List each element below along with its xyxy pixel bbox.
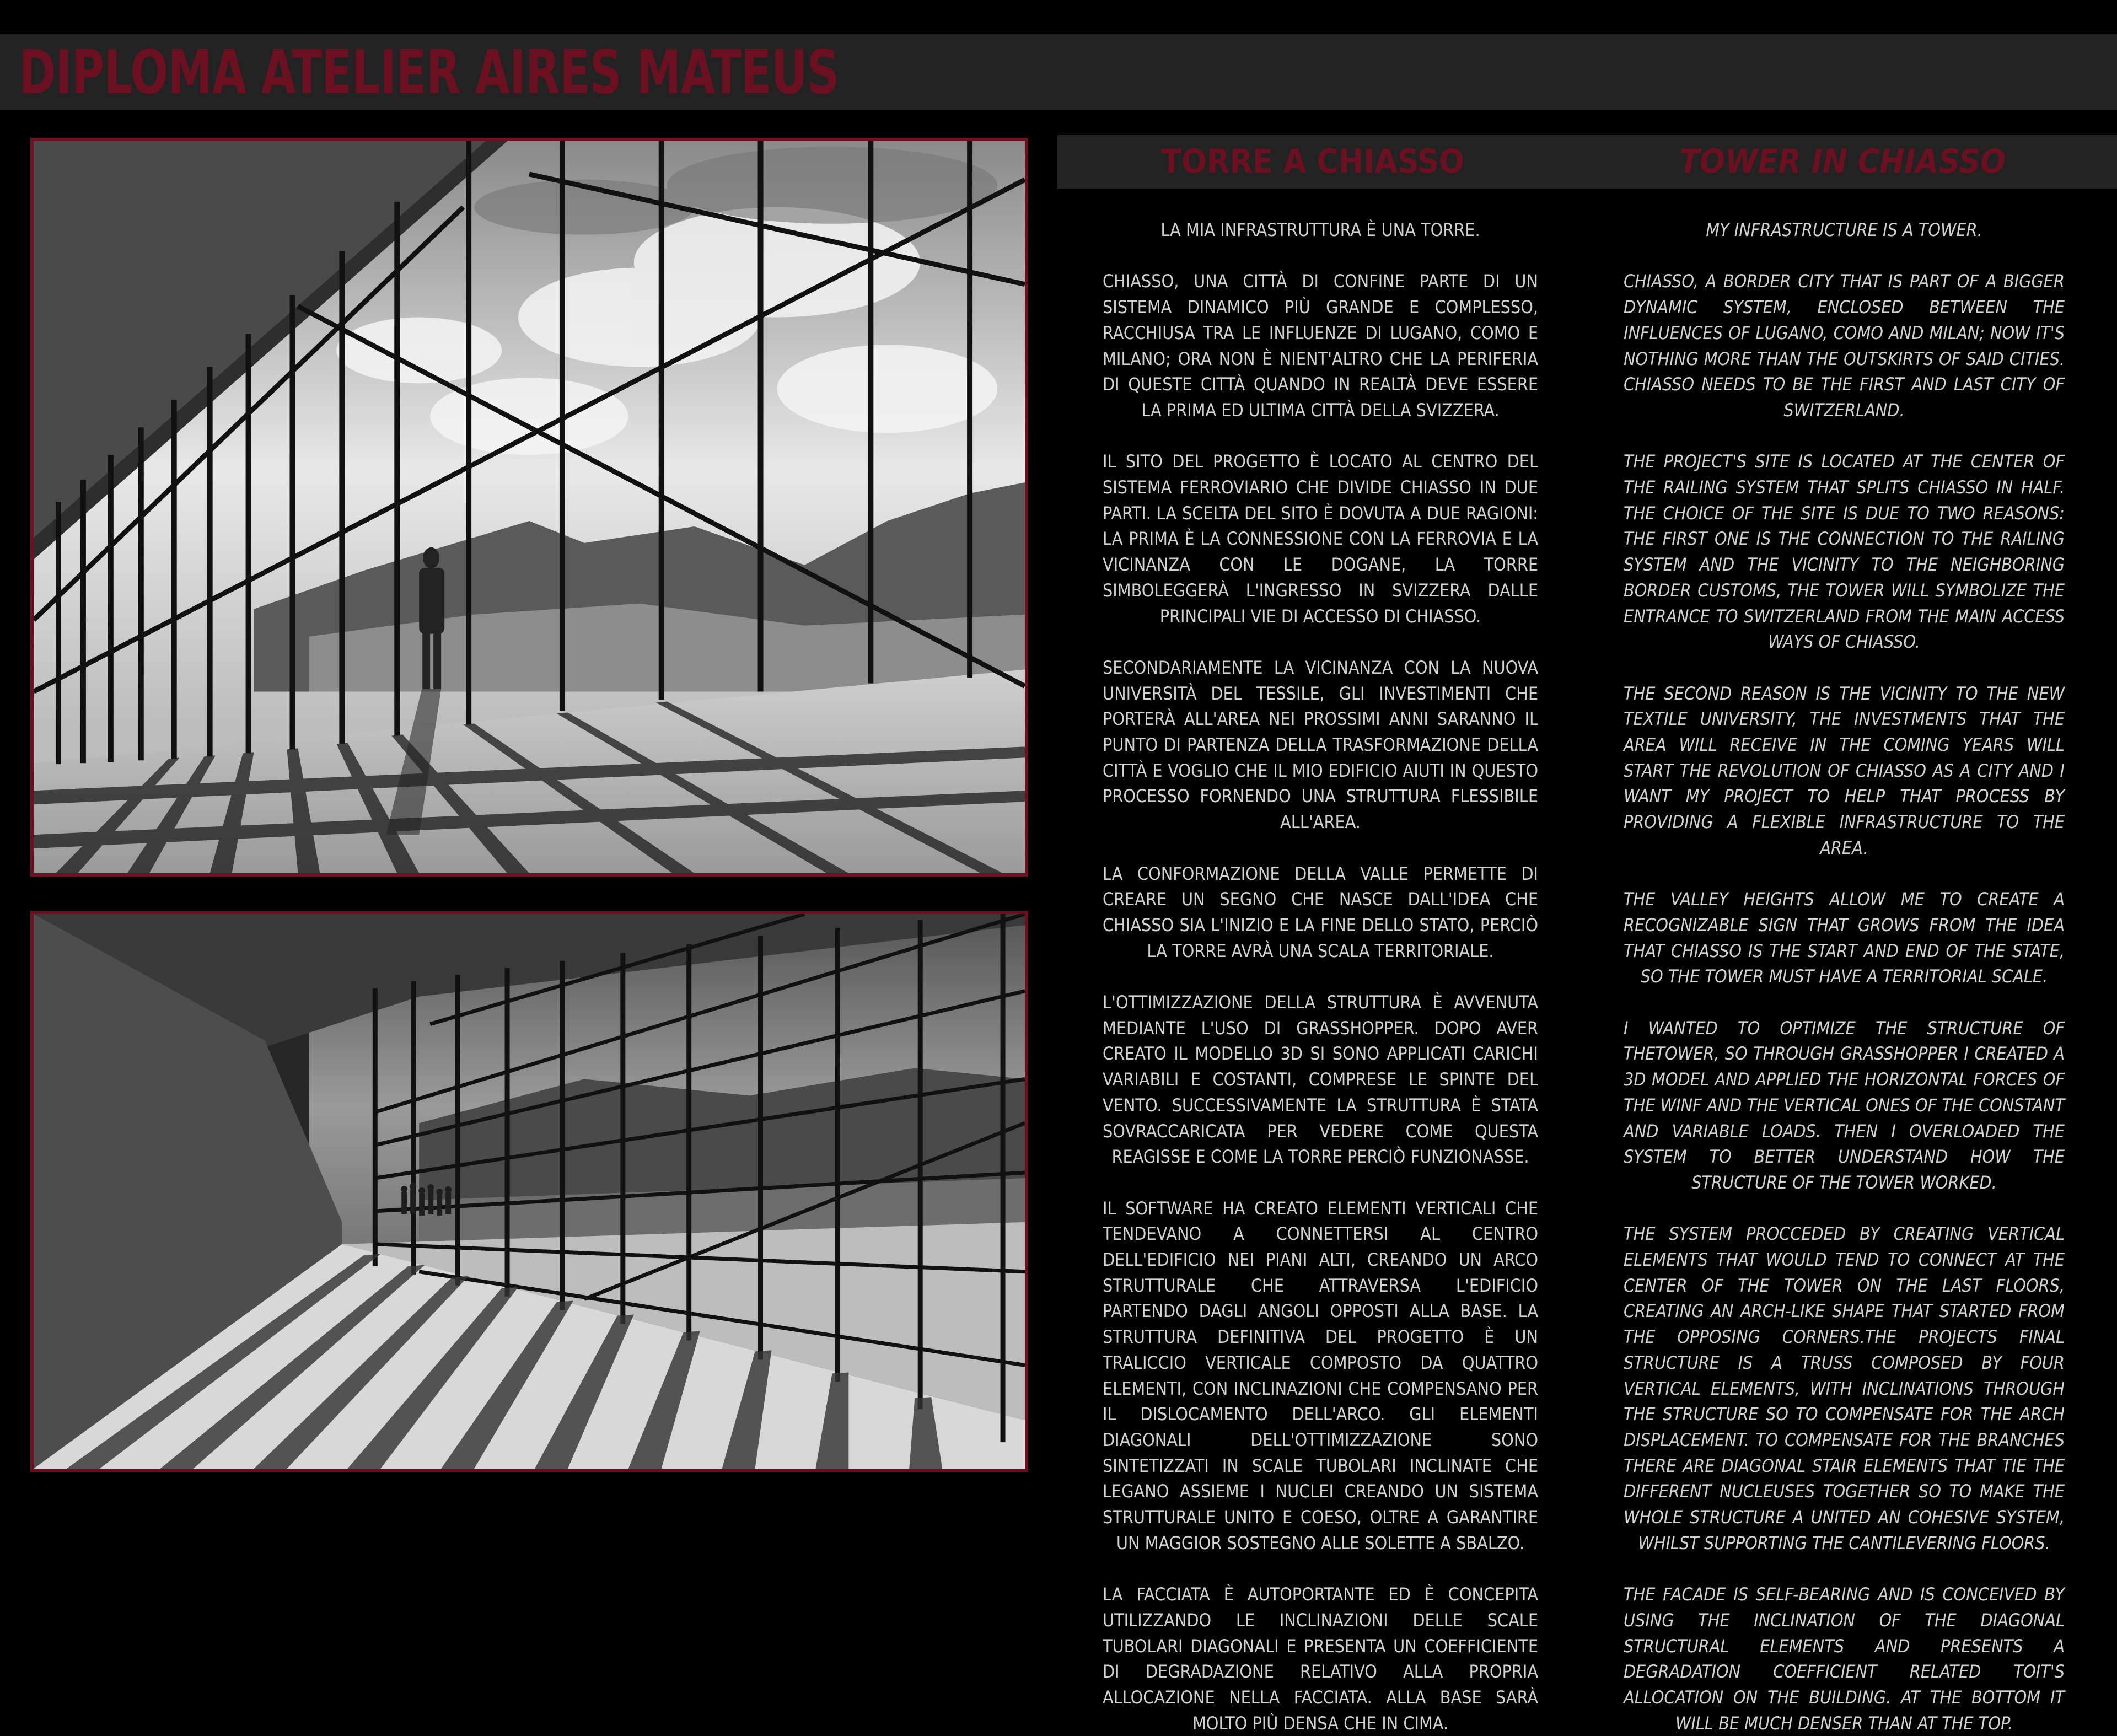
- english-paragraph: THE VALLEY HEIGHTS ALLOW ME TO CREATE A RECOGNIZABLE SIGN THAT GROWS FROM THE IDEA THAT CHIASSO IS THE START AND END OF THE STATE, SO THE TOWER MUST HAVE A TERRITORIAL SCALE.: [1624, 889, 2065, 987]
- english-paragraph: CHIASSO, A BORDER CITY THAT IS PART OF A BIGGER DYNAMIC SYSTEM, ENCLOSED BETWEEN THE INFLUENCES OF LUGANO, COMO AND MILAN; NOW IT'S NOTHING MORE THAN THE OUTSKIRTS OF SAID CITIES. CHIASSO NEEDS TO BE THE FIRST AND LAST CITY OF SWITZERLAND.: [1624, 271, 2065, 421]
- italian-paragraph: SECONDARIAMENTE LA VICINANZA CON LA NUOVA UNIVERSITÀ DEL TESSILE, GLI INVESTIMENTI CHE PORTERÀ ALL'AREA NEI PROSSIMI ANNI SARANNO IL PUNTO DI PARTENZA DELLA TRASFORMAZIONE DELLA CITTÀ E VOGLIO CHE IL MIO EDIFICIO AIUTI IN QUESTO PROCESSO FORNENDO UNA STRUTTURA FLESSIBILE ALL'AREA.: [1103, 657, 1538, 833]
- italian-paragraph: CHIASSO, UNA CITTÀ DI CONFINE PARTE DI UN SISTEMA DINAMICO PIÙ GRANDE E COMPLESSO, RACCHIUSA TRA LE INFLUENZE DI LUGANO, COMO E MILANO; ORA NON È NIENT'ALTRO CHE LA PERIFERIA DI QUESTE CITTÀ QUANDO IN REALTÀ DEVE ESSERE LA PRIMA ED ULTIMA CITTÀ DELLA SVIZZERA.: [1103, 271, 1538, 421]
- english-paragraph: THE SECOND REASON IS THE VICINITY TO THE NEW TEXTILE UNIVERSITY, THE INVESTMENTS THAT THE AREA WILL RECEIVE IN THE COMING YEARS WILL START THE REVOLUTION OF CHIASSO AS A CITY AND I WANT MY PROJECT TO HELP THAT PROCESS BY PROVIDING A FLEXIBLE INFRASTRUCTURE TO THE AREA.: [1624, 682, 2065, 858]
- english-paragraph: MY INFRASTRUCTURE IS A TOWER.: [1706, 219, 1982, 240]
- italian-paragraph: IL SOFTWARE HA CREATO ELEMENTI VERTICALI CHE TENDEVANO A CONNETTERSI AL CENTRO DELL'EDIFICIO NEI PIANI ALTI, CREANDO UN ARCO STRUTTURALE CHE ATTRAVERSA L'EDIFICIO PARTENDO DAGLI ANGOLI OPPOSTI ALLA BASE. LA STRUTTURA DEFINITIVA DEL PROGETTO È UN TRALICCIO VERTICALE COMPOSTO DA QUATTRO ELEMENTI, CON INCLINAZIONI CHE COMPENSANO PER IL DISLOCAMENTO DELL'ARCO. GLI ELEMENTI DIAGONALI DELL'OTTIMIZZAZIONE SONO SINTETIZZATI IN SCALE TUBOLARI INCLINATE CHE LEGANO ASSIEME I NUCLEI CREANDO UN SISTEMA STRUTTURALE UNITO E COESO, OLTRE A GARANTIRE UN MAGGIOR SOSTEGNO ALLE SOLETTE A SBALZO.: [1103, 1197, 1538, 1554]
- english-paragraph: I WANTED TO OPTIMIZE THE STRUCTURE OF THETOWER, SO THROUGH GRASSHOPPER I CREATED A 3D MODEL AND APPLIED THE HORIZONTAL FORCES OF THE WINF AND THE VERTICAL ONES OF THE CONSTANT AND VARIABLE LOADS. THEN I OVERLOADED THE SYSTEM TO BETTER UNDERSTAND HOW THE STRUCTURE OF THE TOWER WORKED.: [1624, 1017, 2065, 1193]
- english-heading: TOWER IN CHIASSO: [1679, 142, 2006, 181]
- english-paragraph: THE SYSTEM PROCCEDED BY CREATING VERTICAL ELEMENTS THAT WOULD TEND TO CONNECT AT THE CENTER OF THE TOWER ON THE LAST FLOORS, CREATING AN ARCH-LIKE SHAPE THAT STARTED FROM THE OPPOSING CORNERS.THE PROJECTS FINAL STRUCTURE IS A TRUSS COMPOSED BY FOUR VERTICAL ELEMENTS, WITH INCLINATIONS THROUGH THE STRUCTURE SO TO COMPENSATE FOR THE ARCH DISPLACEMENT. TO COMPENSATE FOR THE BRANCHES THERE ARE DIAGONAL STAIR ELEMENTS THAT TIE THE DIFFERENT NUCLEUSES TOGETHER SO TO MAKE THE WHOLE STRUCTURE A UNITED AN COHESIVE SYSTEM, WHILST SUPPORTING THE CANTILEVERING FLOORS.: [1624, 1223, 2065, 1554]
- italian-paragraph: LA FACCIATA È AUTOPORTANTE ED È CONCEPITA UTILIZZANDO LE INCLINAZIONI DELLE SCALE TUBOLARI DIAGONALI E PRESENTA UN COEFFICIENTE DI DEGRADAZIONE RELATIVO ALLA PROPRIA ALLOCAZIONE NELLA FACCIATA. ALLA BASE SARÀ MOLTO PIÙ DENSA CHE IN CIMA.: [1103, 1584, 1538, 1734]
- english-paragraph: THE PROJECT'S SITE IS LOCATED AT THE CENTER OF THE RAILING SYSTEM THAT SPLITS CHIASSO IN HALF. THE CHOICE OF THE SITE IS DUE TO TWO REASONS: THE FIRST ONE IS THE CONNECTION TO THE RAILING SYSTEM AND THE VICINITY TO THE NEIGHBORING BORDER CUSTOMS, THE TOWER WILL SYMBOLIZE THE ENTRANCE TO SWITZERLAND FROM THE MAIN ACCESS WAYS OF CHIASSO.: [1624, 451, 2065, 653]
- render-image-bottom: [30, 911, 1028, 1472]
- page-title: DIPLOMA ATELIER AIRES MATEUS: [19, 37, 839, 108]
- italian-paragraph: LA CONFORMAZIONE DELLA VALLE PERMETTE DI CREARE UN SEGNO CHE NASCE DALL'IDEA CHE CHIASSO SIA L'INIZIO E LA FINE DELLO STATO, PERCIÒ LA TORRE AVRÀ UNA SCALA TERRITORIALE.: [1103, 863, 1538, 961]
- render-image-top: [30, 138, 1028, 877]
- english-text-column: [1624, 217, 2065, 1736]
- italian-text-column: [1103, 217, 1538, 1736]
- english-heading-band: [1568, 135, 2117, 189]
- italian-paragraph: IL SITO DEL PROGETTO È LOCATO AL CENTRO DEL SISTEMA FERROVIARIO CHE DIVIDE CHIASSO IN DUE PARTI. LA SCELTA DEL SITO È DOVUTA A DUE RAGIONI: LA PRIMA È LA CONNESSIONE CON LA FERROVIA E LA VICINANZA CON LE DOGANE, LA TORRE SIMBOLEGGERÀ L'INGRESSO IN SVIZZERA DALLE PRINCIPALI VIE DI ACCESSO DI CHIASSO.: [1103, 451, 1538, 627]
- italian-paragraph: LA MIA INFRASTRUTTURA È UNA TORRE.: [1160, 219, 1480, 240]
- english-paragraph: THE FACADE IS SELF-BEARING AND IS CONCEIVED BY USING THE INCLINATION OF THE DIAGONAL STRUCTURAL ELEMENTS AND PRESENTS A DEGRADATION COEFFICIENT RELATED TOIT'S ALLOCATION ON THE BUILDING. AT THE BOTTOM IT WILL BE MUCH DENSER THAN AT THE TOP.: [1624, 1584, 2065, 1734]
- italian-heading-band: [1057, 135, 1568, 189]
- italian-heading: TORRE A CHIASSO: [1161, 142, 1464, 181]
- title-bar: [0, 34, 2117, 110]
- italian-paragraph: L'OTTIMIZZAZIONE DELLA STRUTTURA È AVVENUTA MEDIANTE L'USO DI GRASSHOPPER. DOPO AVER CREATO IL MODELLO 3D SI SONO APPLICATI CARICHI VARIABILI E COSTANTI, COMPRESE LE SPINTE DEL VENTO. SUCCESSIVAMENTE LA STRUTTURA È STATA SOVRACCARICATA PER VEDERE COME QUESTA REAGISSE E COME LA TORRE PERCIÒ FUNZIONASSE.: [1103, 992, 1538, 1168]
